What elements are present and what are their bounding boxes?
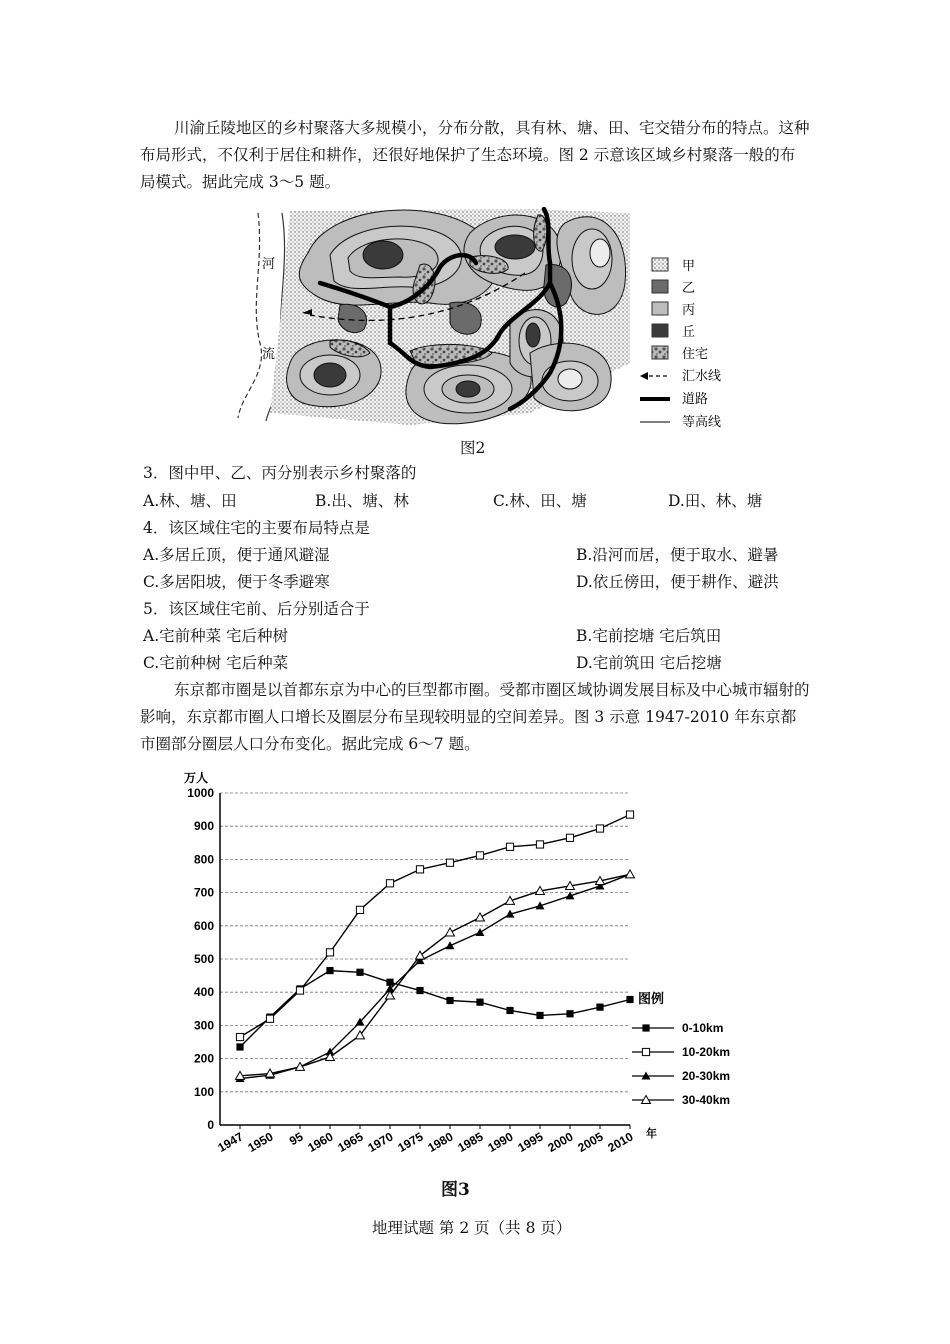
x-tick-label: 1975 (395, 1129, 426, 1155)
legend-zhuzhai: 住宅 (682, 347, 709, 362)
q4-option-b: B.沿河而居，便于取水、避暑 (576, 546, 779, 564)
data-point (626, 870, 635, 878)
data-point (536, 841, 543, 848)
question-5-stem: 5．该区域住宅前、后分别适合于 (143, 600, 370, 618)
data-point (506, 1007, 513, 1014)
q3-option-a: A.林、塘、田 (143, 492, 237, 510)
x-tick-label: 1980 (425, 1129, 456, 1155)
y-tick-label: 800 (193, 852, 214, 867)
y-tick-label: 400 (193, 985, 214, 1000)
legend-yi: 乙 (682, 281, 696, 296)
q4-option-c: C.多居阳坡，便于冬季避寒 (143, 573, 330, 591)
population-line-chart (170, 760, 770, 1170)
figure-2-caption: 图2 (460, 439, 486, 457)
data-point (446, 941, 455, 949)
q3-option-b: B.出、塘、林 (315, 492, 409, 510)
data-point (356, 906, 363, 913)
q5-option-b: B.宅前挖塘 宅后筑田 (576, 627, 722, 645)
series-30-40km (236, 870, 635, 1080)
data-point (642, 1024, 649, 1031)
legend-daolu: 道路 (682, 392, 709, 407)
fig2-legend (640, 258, 721, 430)
x-tick-label: 1995 (515, 1129, 546, 1155)
y-tick-label: 900 (193, 819, 214, 834)
y-tick-label: 100 (193, 1084, 214, 1099)
data-point (536, 1012, 543, 1019)
data-point (626, 811, 633, 818)
page-footer: 地理试题 第 2 页（共 8 页） (372, 1219, 572, 1237)
q5-option-d: D.宅前筑田 宅后挖塘 (576, 654, 722, 672)
q3-option-c: C.林、田、塘 (493, 492, 587, 510)
data-point (626, 996, 633, 1003)
data-point (296, 987, 303, 994)
x-axis-label: 年 (646, 1128, 657, 1140)
legend-title: 图例 (638, 991, 665, 1006)
data-point (416, 987, 423, 994)
data-point (446, 928, 455, 936)
data-point (596, 825, 603, 832)
data-point (236, 1043, 243, 1050)
x-tick-label: 1950 (245, 1129, 276, 1155)
legend-label: 10-20km (682, 1045, 731, 1059)
data-point (566, 1010, 573, 1017)
data-point (642, 1048, 649, 1055)
data-point (596, 1004, 603, 1011)
data-point (266, 1015, 273, 1022)
y-tick-label: 500 (193, 952, 214, 966)
data-point (356, 969, 363, 976)
legend-label: 0-10km (682, 1021, 724, 1035)
question-3-stem: 3．图中甲、乙、丙分别表示乡村聚落的 (143, 464, 417, 482)
x-tick-label: 1990 (485, 1129, 516, 1155)
data-point (326, 949, 333, 956)
data-point (476, 913, 485, 921)
x-tick-label: 1985 (455, 1129, 486, 1155)
legend-qiu: 丘 (682, 325, 696, 340)
x-tick-label: 2005 (575, 1129, 606, 1155)
series-line (240, 874, 630, 1076)
series-line (240, 874, 630, 1078)
x-tick-label: 1947 (215, 1129, 246, 1155)
q5-option-c: C.宅前种树 宅后种菜 (143, 654, 289, 672)
series-0-10km (236, 967, 633, 1051)
river-label-1: 河 (262, 257, 276, 272)
settlement-layout-map (230, 203, 750, 431)
series-line (240, 971, 630, 1047)
data-point (446, 997, 453, 1004)
data-point (386, 880, 393, 887)
river-label-2: 流 (262, 347, 276, 362)
series-20-30km (236, 870, 635, 1082)
q4-option-d: D.依丘傍田，便于耕作、避洪 (576, 573, 779, 591)
y-tick-label: 700 (193, 885, 214, 900)
y-tick-label: 200 (193, 1051, 214, 1066)
x-tick-label: 1965 (335, 1129, 366, 1155)
y-axis-label: 万人 (184, 771, 209, 785)
legend-huishuixian: 汇水线 (682, 369, 722, 384)
x-tick-label: 2000 (545, 1129, 576, 1155)
figure-3-caption: 图3 (441, 1180, 470, 1200)
data-point (476, 852, 483, 859)
legend-bing: 丙 (682, 303, 696, 318)
q4-option-a: A.多居丘顶，便于通风避湿 (143, 546, 330, 564)
x-tick-label: 95 (286, 1129, 306, 1149)
question-4-stem: 4．该区域住宅的主要布局特点是 (143, 519, 370, 537)
y-tick-label: 600 (193, 918, 214, 933)
y-tick-label: 300 (193, 1018, 214, 1033)
x-tick-label: 1970 (365, 1129, 396, 1155)
q3-option-d: D.田、林、塘 (668, 492, 763, 510)
x-tick-label: 1960 (305, 1129, 336, 1155)
y-tick-label: 0 (207, 1118, 214, 1132)
data-point (566, 834, 573, 841)
x-tick-label: 2010 (605, 1129, 636, 1155)
data-point (446, 859, 453, 866)
legend-denggaoxian: 等高线 (682, 415, 722, 430)
q5-option-a: A.宅前种菜 宅后种树 (143, 627, 289, 645)
data-point (476, 999, 483, 1006)
y-tick-label: 1000 (187, 786, 214, 800)
data-point (416, 866, 423, 873)
data-point (236, 1033, 243, 1040)
data-point (476, 928, 485, 936)
intro-paragraph-1: 川渝丘陵地区的乡村聚落大多规模小，分布分散，具有林、塘、田、宅交错分布的特点。这种布局形式，不仅利于居住和耕作，还很好地保护了生态环境。图 2 示意该区域乡村聚落一般的布局模式。据此完成 3～5 题。 (140, 119, 810, 191)
legend-label: 30-40km (682, 1093, 731, 1107)
legend-label: 20-30km (682, 1069, 731, 1083)
intro-paragraph-2: 东京都市圈是以首都东京为中心的巨型都市圈。受都市圈区域协调发展目标及中心城市辐射的影响，东京都市圈人口增长及圈层分布呈现较明显的空间差异。图 3 示意 1947-2010 年东京都市圈部分圈层人口分布变化。据此完成 6～7 题。 (140, 681, 810, 753)
legend-jia: 甲 (682, 259, 696, 274)
data-point (326, 967, 333, 974)
data-point (506, 843, 513, 850)
